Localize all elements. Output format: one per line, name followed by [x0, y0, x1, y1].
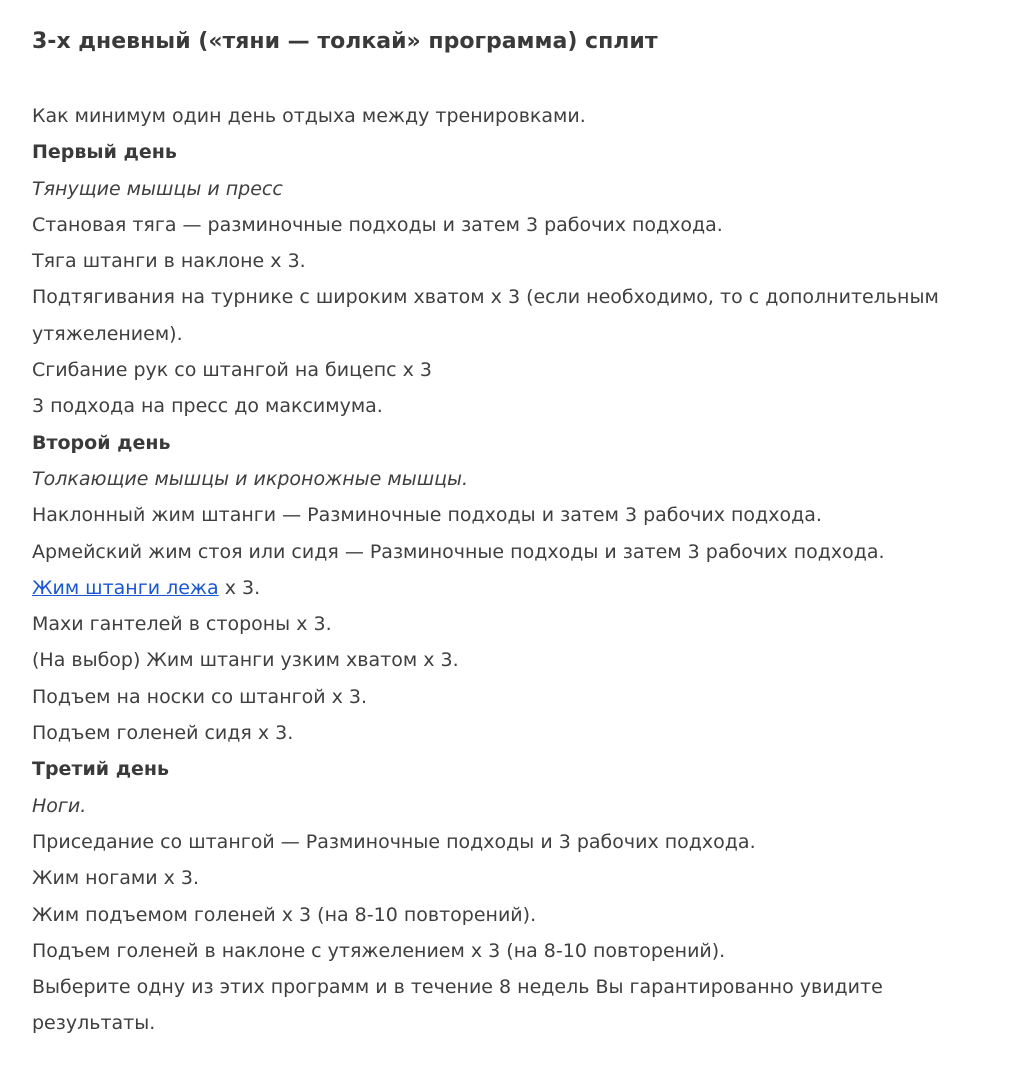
day1-subtitle: Тянущие мышцы и пресс — [32, 177, 283, 200]
day1-heading: Первый день — [32, 141, 177, 164]
day2-exercise: Армейский жим стоя или сидя — Разминочные подходы и затем 3 рабочих подхода. — [32, 540, 885, 563]
day2-heading: Второй день — [32, 431, 171, 454]
day3-exercise: Приседание со штангой — Разминочные подходы и 3 рабочих подхода. — [32, 830, 756, 853]
day1-exercise: Тяга штанги в наклоне х 3. — [32, 250, 306, 273]
day2-exercise: (На выбор) Жим штанги узким хватом х 3. — [32, 649, 459, 672]
day1-exercise: Подтягивания на турнике с широким хватом х 3 (если необходимо, то с дополнительным утяжелением). — [32, 286, 939, 345]
day3-heading: Третий день — [32, 758, 170, 781]
article-body — [32, 98, 992, 1042]
conclusion-text: Выберите одну из этих программ и в течение 8 недель Вы гарантированно увидите результаты. — [32, 976, 883, 1035]
day3-subtitle: Ноги. — [32, 794, 87, 817]
day3-exercise: Подъем голеней в наклоне с утяжелением х 3 (на 8-10 повторений). — [32, 939, 726, 962]
day1-exercise: 3 подхода на пресс до максимума. — [32, 395, 383, 418]
bench-press-link[interactable]: Жим штанги лежа — [32, 576, 219, 599]
link-suffix: х 3. — [218, 576, 261, 599]
intro-text: Как минимум один день отдыха между тренировками. — [32, 105, 586, 127]
day2-exercise-with-link — [32, 570, 992, 606]
day2-exercise: Наклонный жим штанги — Разминочные подходы и затем 3 рабочих подхода. — [32, 504, 822, 527]
article — [32, 24, 992, 1042]
day2-exercise: Махи гантелей в стороны х 3. — [32, 613, 332, 636]
day1-exercise: Становая тяга — разминочные подходы и затем 3 рабочих подхода. — [32, 213, 723, 236]
day3-exercise: Жим ногами х 3. — [32, 867, 199, 890]
day2-exercise: Подъем на носки со штангой х 3. — [32, 685, 368, 708]
day1-exercise: Сгибание рук со штангой на бицепс х 3 — [32, 359, 432, 382]
day2-subtitle: Толкающие мышцы и икроножные мышцы. — [32, 467, 469, 490]
article-title: 3-х дневный («тяни — толкай» программа) сплит — [32, 29, 658, 54]
day3-exercise: Жим подъемом голеней х 3 (на 8-10 повторений). — [32, 903, 537, 926]
day2-exercise: Подъем голеней сидя х 3. — [32, 722, 294, 745]
